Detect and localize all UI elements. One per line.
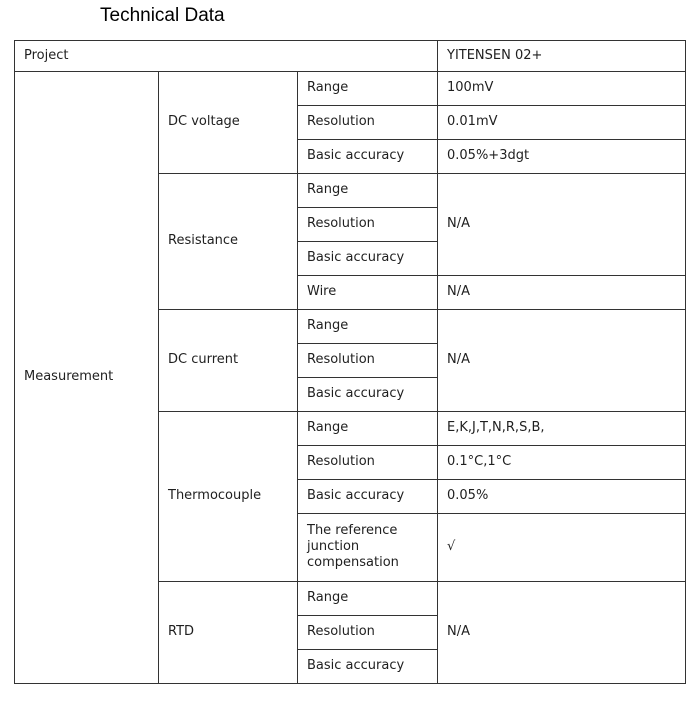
param-cell: Resolution [298,445,438,479]
value-cell: 0.01mV [438,105,686,139]
param-cell: Range [298,309,438,343]
param-cell: Basic accuracy [298,479,438,513]
param-cell: The reference junction compensation [298,513,438,581]
section-name-cell-thermocouple: Thermocouple [159,411,298,581]
param-cell: Range [298,411,438,445]
param-cell: Resolution [298,343,438,377]
value-cell: 0.05% [438,479,686,513]
value-cell: E,K,J,T,N,R,S,B, [438,411,686,445]
value-cell-merged: N/A [438,173,686,275]
value-cell: 100mV [438,71,686,105]
param-cell: Basic accuracy [298,649,438,683]
table-row [15,71,686,105]
section-name-cell-dc-current: DC current [159,309,298,411]
param-cell: Range [298,581,438,615]
param-cell: Basic accuracy [298,241,438,275]
param-cell: Range [298,71,438,105]
param-cell: Range [298,173,438,207]
param-cell: Wire [298,275,438,309]
param-cell: Basic accuracy [298,139,438,173]
project-label-cell: Project [15,40,438,71]
value-cell-merged: N/A [438,581,686,683]
value-cell: N/A [438,275,686,309]
section-name-cell-dc-voltage: DC voltage [159,71,298,173]
value-cell-merged: N/A [438,309,686,411]
page [0,5,699,707]
section-name-cell-rtd: RTD [159,581,298,683]
page-title: Technical Data [100,5,225,26]
technical-data-table [14,40,686,684]
table-row [15,40,686,71]
measurement-label-cell: Measurement [15,71,159,683]
param-cell: Resolution [298,105,438,139]
project-value-cell: YITENSEN 02+ [438,40,686,71]
value-cell: 0.05%+3dgt [438,139,686,173]
value-cell-checkmark: √ [438,513,686,581]
section-name-cell-resistance: Resistance [159,173,298,309]
param-cell: Resolution [298,615,438,649]
param-cell: Resolution [298,207,438,241]
param-cell: Basic accuracy [298,377,438,411]
value-cell: 0.1°C,1°C [438,445,686,479]
